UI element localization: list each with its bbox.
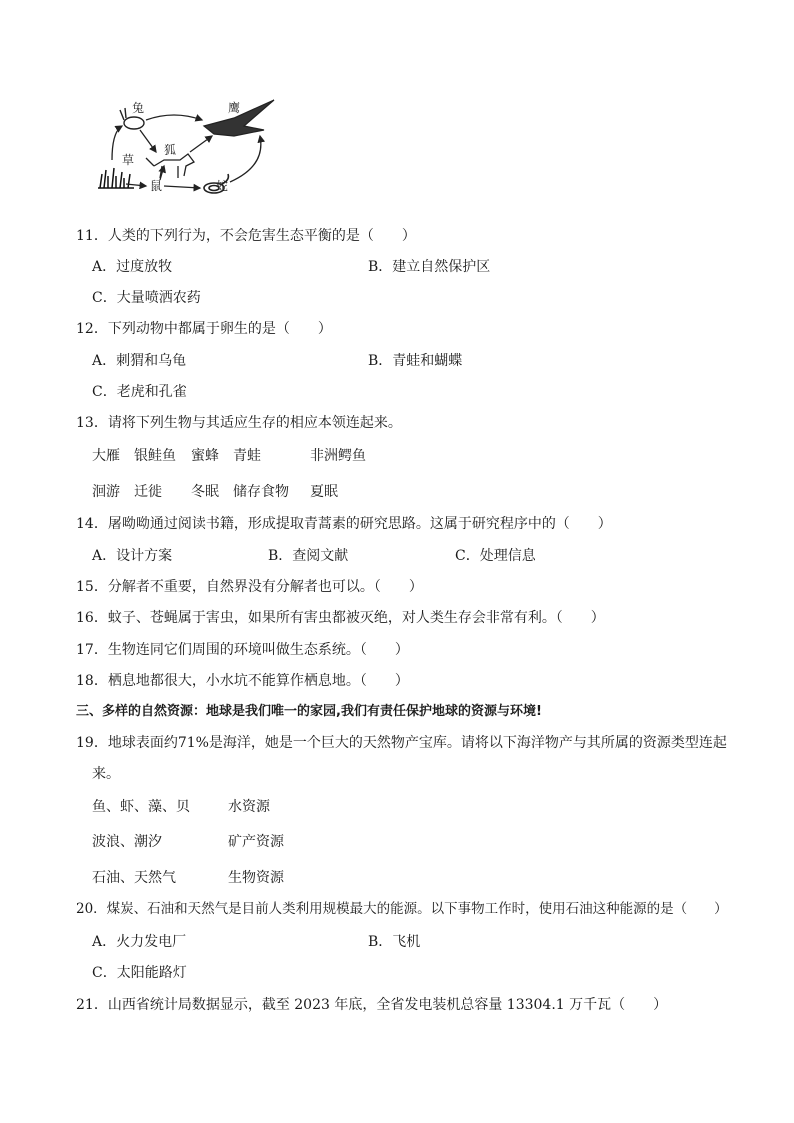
question-20: 20．煤炭、石油和天然气是目前人类利用规模最大的能源。以下事物工作时，使用石油这种能源的是（ ） (76, 901, 728, 917)
question-11-option-c[interactable]: C．大量喷洒农药 (92, 290, 201, 306)
question-21: 21．山西省统计局数据显示，截至 2023 年底，全省发电装机总容量 13304.1 万千瓦（ ） (76, 997, 668, 1013)
question-19-continuation: 来。 (92, 766, 120, 782)
question-16: 16．蚊子、苍蝇属于害虫，如果所有害虫都被灭绝，对人类生存会非常有利。（ ） (76, 610, 605, 626)
question-12-option-a[interactable]: A．刺猬和乌龟 (92, 353, 187, 369)
question-19: 19．地球表面约71%是海洋，她是一个巨大的天然物产宝库。请将以下海洋物产与其所属的资源类型连起 (76, 735, 727, 751)
question-14-option-c[interactable]: C．处理信息 (455, 548, 536, 564)
question-14-option-b[interactable]: B．查阅文献 (268, 548, 349, 564)
question-11-option-b[interactable]: B．建立自然保护区 (368, 259, 491, 275)
question-11-option-a[interactable]: A．过度放牧 (92, 259, 173, 275)
question-11: 11．人类的下列行为，不会危害生态平衡的是（ ） (76, 228, 416, 244)
grass-drawing (98, 168, 134, 188)
q13-animal-4[interactable]: 青蛙 (233, 448, 261, 464)
q19-type-2[interactable]: 矿产资源 (228, 834, 284, 850)
q13-animal-1[interactable]: 大雁 (92, 448, 120, 464)
arrow-grass-to-rabbit (112, 126, 122, 160)
q19-type-1[interactable]: 水资源 (228, 799, 270, 815)
q13-animal-3[interactable]: 蜜蜂 (191, 448, 219, 464)
question-18: 18．栖息地都很大，小水坑不能算作栖息地。（ ） (76, 673, 409, 689)
food-web-illustration (94, 96, 278, 196)
q13-ability-3[interactable]: 冬眠 (191, 484, 219, 500)
node-mouse-label: 鼠 (150, 179, 163, 193)
q13-animal-5[interactable]: 非洲鳄鱼 (310, 448, 366, 464)
arrow-snake-to-eagle (230, 136, 261, 182)
question-14-option-a[interactable]: A．设计方案 (92, 548, 173, 564)
node-eagle-label: 鹰 (228, 101, 241, 115)
question-20-option-a[interactable]: A．火力发电厂 (92, 934, 187, 950)
arrow-mouse-to-snake (164, 186, 200, 188)
node-fox-label: 狐 (164, 143, 177, 157)
question-20-option-b[interactable]: B．飞机 (368, 934, 421, 950)
q13-animal-2[interactable]: 银鲑鱼 (134, 448, 176, 464)
q13-ability-5[interactable]: 夏眠 (310, 484, 338, 500)
q19-product-3[interactable]: 石油、天然气 (92, 870, 176, 886)
node-grass-label: 草 (122, 153, 135, 167)
node-snake-label: 蛇 (216, 179, 229, 193)
arrow-rabbit-to-eagle (146, 115, 202, 120)
q19-product-2[interactable]: 波浪、潮汐 (92, 834, 162, 850)
q19-product-1[interactable]: 鱼、虾、藻、贝 (92, 799, 190, 815)
question-14: 14．屠呦呦通过阅读书籍，形成提取青蒿素的研究思路。这属于研究程序中的（ ） (76, 516, 612, 532)
q13-ability-2[interactable]: 迁徙 (134, 484, 162, 500)
question-20-option-c[interactable]: C．太阳能路灯 (92, 965, 187, 981)
q13-ability-4[interactable]: 储存食物 (233, 484, 289, 500)
arrow-fox-to-eagle (190, 136, 212, 152)
question-15: 15．分解者不重要，自然界没有分解者也可以。（ ） (76, 579, 423, 595)
q13-ability-1[interactable]: 洄游 (92, 484, 120, 500)
section-3-heading: 三、多样的自然资源：地球是我们唯一的家园,我们有责任保护地球的资源与环境! (76, 704, 542, 719)
question-13: 13．请将下列生物与其适应生存的相应本领连起来。 (76, 415, 402, 431)
question-17: 17．生物连同它们周围的环境叫做生态系统。（ ） (76, 642, 409, 658)
question-12: 12．下列动物中都属于卵生的是（ ） (76, 321, 332, 337)
node-rabbit-label: 兔 (132, 101, 145, 115)
q19-type-3[interactable]: 生物资源 (228, 870, 284, 886)
question-12-option-b[interactable]: B．青蛙和蝴蝶 (368, 353, 463, 369)
arrow-rabbit-to-fox (140, 130, 156, 152)
fox-drawing (146, 154, 194, 178)
question-12-option-c[interactable]: C．老虎和孔雀 (92, 384, 187, 400)
